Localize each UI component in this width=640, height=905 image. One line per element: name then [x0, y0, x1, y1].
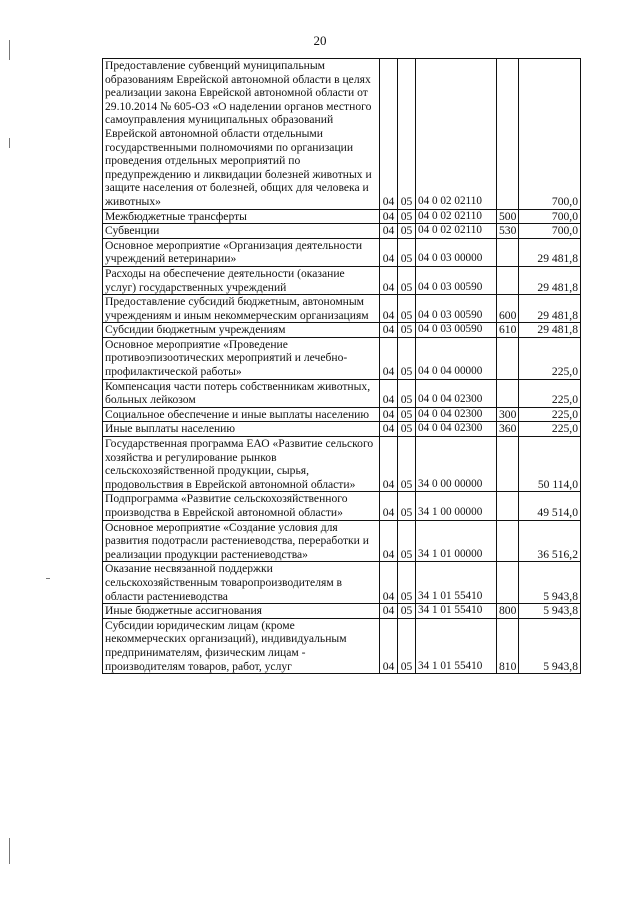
page-number: 20 — [313, 33, 327, 48]
expense-name: Компенсация части потерь собственникам животных, больных лейкозом — [103, 379, 380, 407]
subsection-code: 05 — [398, 407, 416, 422]
target-article-code: 34 1 01 55410 — [416, 618, 497, 673]
section-code: 04 — [380, 224, 398, 239]
amount: 5 943,8 — [519, 604, 581, 619]
subsection-code: 05 — [398, 492, 416, 520]
amount: 700,0 — [519, 209, 581, 224]
expense-name: Предоставление субвенций муниципальным образованиям Еврейской автономной области в целях реализации закона Еврейской автономной области от 29.10.2014 № 605-ОЗ «О наделении органов местного самоуправления муниципальных образований Еврейской автономной области отдельными государственными полномочиями по организации проведения отдельных мероприятий по предупреждению и ликвидации болезней животных и защите населения от болезней, общих для человека и животных» — [103, 59, 380, 210]
expense-name: Основное мероприятие «Проведение противоэпизоотических мероприятий и лечебно-профилактической работы» — [103, 337, 380, 379]
amount: 29 481,8 — [519, 295, 581, 323]
amount: 700,0 — [519, 59, 581, 210]
table-row — [103, 224, 581, 239]
expense-type-code — [497, 437, 519, 492]
expense-type-code — [497, 238, 519, 266]
expense-name: Субсидии бюджетным учреждениям — [103, 323, 380, 338]
amount: 29 481,8 — [519, 238, 581, 266]
margin-mark — [9, 838, 10, 864]
target-article-code: 04 0 04 02300 — [416, 379, 497, 407]
expense-type-code — [497, 520, 519, 562]
subsection-code: 05 — [398, 520, 416, 562]
expense-type-code: 610 — [497, 323, 519, 338]
amount: 225,0 — [519, 422, 581, 437]
section-code: 04 — [380, 379, 398, 407]
target-article-code: 34 1 01 55410 — [416, 604, 497, 619]
section-code: 04 — [380, 437, 398, 492]
subsection-code: 05 — [398, 59, 416, 210]
subsection-code: 05 — [398, 604, 416, 619]
expense-type-code — [497, 562, 519, 604]
amount: 50 114,0 — [519, 437, 581, 492]
amount: 225,0 — [519, 407, 581, 422]
section-code: 04 — [380, 59, 398, 210]
expense-type-code — [497, 266, 519, 294]
table-row — [103, 59, 581, 210]
expense-name: Государственная программа ЕАО «Развитие сельского хозяйства и регулирование рынков сельскохозяйственной продукции, сырья, продовольствия в Еврейской автономной области» — [103, 437, 380, 492]
section-code: 04 — [380, 492, 398, 520]
section-code: 04 — [380, 323, 398, 338]
table-row — [103, 209, 581, 224]
expense-name: Иные выплаты населению — [103, 422, 380, 437]
target-article-code: 34 1 01 55410 — [416, 562, 497, 604]
expense-name: Субвенции — [103, 224, 380, 239]
subsection-code: 05 — [398, 562, 416, 604]
subsection-code: 05 — [398, 618, 416, 673]
table-row — [103, 238, 581, 266]
table-row — [103, 437, 581, 492]
expense-type-code: 600 — [497, 295, 519, 323]
expense-name: Основное мероприятие «Организация деятельности учреждений ветеринарии» — [103, 238, 380, 266]
section-code: 04 — [380, 337, 398, 379]
section-code: 04 — [380, 618, 398, 673]
target-article-code: 04 0 04 02300 — [416, 407, 497, 422]
expense-type-code — [497, 337, 519, 379]
target-article-code: 04 0 03 00000 — [416, 238, 497, 266]
expense-name: Оказание несвязанной поддержки сельскохозяйственным товаропроизводителям в области растениеводства — [103, 562, 380, 604]
margin-mark — [46, 578, 50, 579]
expense-type-code: 500 — [497, 209, 519, 224]
table-row — [103, 604, 581, 619]
subsection-code: 05 — [398, 238, 416, 266]
table-row — [103, 295, 581, 323]
subsection-code: 05 — [398, 295, 416, 323]
target-article-code: 04 0 03 00590 — [416, 266, 497, 294]
table-row — [103, 379, 581, 407]
margin-mark — [9, 40, 10, 60]
table-row — [103, 337, 581, 379]
table-row — [103, 407, 581, 422]
expense-name: Расходы на обеспечение деятельности (оказание услуг) государственных учреждений — [103, 266, 380, 294]
amount: 49 514,0 — [519, 492, 581, 520]
expense-type-code — [497, 492, 519, 520]
section-code: 04 — [380, 562, 398, 604]
expense-type-code — [497, 379, 519, 407]
table-row — [103, 520, 581, 562]
expense-type-code: 800 — [497, 604, 519, 619]
expense-name: Иные бюджетные ассигнования — [103, 604, 380, 619]
amount: 700,0 — [519, 224, 581, 239]
expense-type-code — [497, 59, 519, 210]
subsection-code: 05 — [398, 379, 416, 407]
expense-type-code: 810 — [497, 618, 519, 673]
section-code: 04 — [380, 520, 398, 562]
target-article-code: 04 0 02 02110 — [416, 59, 497, 210]
expense-name: Субсидии юридическим лицам (кроме некоммерческих организаций), индивидуальным предпринимателям, физическим лицам - производителям товаров, работ, услуг — [103, 618, 380, 673]
amount: 5 943,8 — [519, 562, 581, 604]
subsection-code: 05 — [398, 437, 416, 492]
expense-name: Основное мероприятие «Создание условия для развития подотрасли растениеводства, переработки и реализации продукции растениеводства» — [103, 520, 380, 562]
target-article-code: 34 1 01 00000 — [416, 520, 497, 562]
table-row — [103, 323, 581, 338]
subsection-code: 05 — [398, 323, 416, 338]
amount: 36 516,2 — [519, 520, 581, 562]
expense-name: Предоставление субсидий бюджетным, автономным учреждениям и иным некоммерческим организациям — [103, 295, 380, 323]
subsection-code: 05 — [398, 224, 416, 239]
target-article-code: 34 0 00 00000 — [416, 437, 497, 492]
amount: 29 481,8 — [519, 323, 581, 338]
budget-table — [102, 58, 581, 674]
expense-name: Подпрограмма «Развитие сельскохозяйственного производства в Еврейской автономной области» — [103, 492, 380, 520]
section-code: 04 — [380, 238, 398, 266]
margin-mark — [9, 138, 10, 148]
table-row — [103, 266, 581, 294]
amount: 5 943,8 — [519, 618, 581, 673]
amount: 225,0 — [519, 379, 581, 407]
target-article-code: 04 0 02 02110 — [416, 224, 497, 239]
table-row — [103, 618, 581, 673]
section-code: 04 — [380, 209, 398, 224]
section-code: 04 — [380, 295, 398, 323]
amount: 29 481,8 — [519, 266, 581, 294]
subsection-code: 05 — [398, 209, 416, 224]
section-code: 04 — [380, 266, 398, 294]
expense-name: Социальное обеспечение и иные выплаты населению — [103, 407, 380, 422]
subsection-code: 05 — [398, 266, 416, 294]
target-article-code: 04 0 04 00000 — [416, 337, 497, 379]
table-row — [103, 422, 581, 437]
section-code: 04 — [380, 604, 398, 619]
expense-name: Межбюджетные трансферты — [103, 209, 380, 224]
subsection-code: 05 — [398, 422, 416, 437]
section-code: 04 — [380, 407, 398, 422]
table-row — [103, 492, 581, 520]
target-article-code: 04 0 02 02110 — [416, 209, 497, 224]
target-article-code: 04 0 03 00590 — [416, 295, 497, 323]
subsection-code: 05 — [398, 337, 416, 379]
expense-type-code: 300 — [497, 407, 519, 422]
target-article-code: 04 0 03 00590 — [416, 323, 497, 338]
amount: 225,0 — [519, 337, 581, 379]
expense-type-code: 360 — [497, 422, 519, 437]
section-code: 04 — [380, 422, 398, 437]
target-article-code: 04 0 04 02300 — [416, 422, 497, 437]
target-article-code: 34 1 00 00000 — [416, 492, 497, 520]
table-row — [103, 562, 581, 604]
expense-type-code: 530 — [497, 224, 519, 239]
